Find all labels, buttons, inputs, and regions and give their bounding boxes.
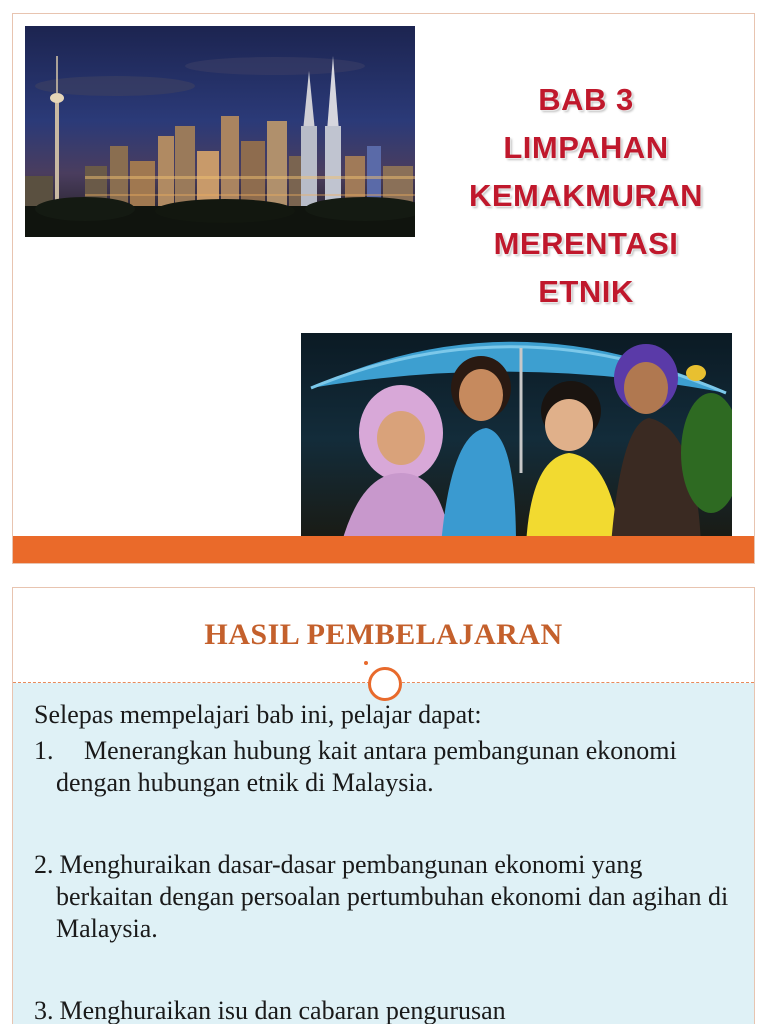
- objective-text: Menghuraikan dasar-dasar pembangunan ekonomi yang berkaitan dengan persoalan pertumbuhan ekonomi dan agihan di Malaysia.: [56, 850, 729, 943]
- chapter-title: [431, 76, 741, 316]
- objective-number: 2.: [34, 850, 54, 879]
- slide-heading: HASIL PEMBELAJARAN: [204, 618, 563, 651]
- divider-ring-icon: [368, 667, 402, 701]
- title-line: KEMAKMURAN: [468, 178, 704, 213]
- divider-dot: [364, 661, 368, 665]
- objective-number: 1.: [34, 736, 54, 765]
- accent-bar: [13, 536, 754, 563]
- objective-item: [34, 849, 734, 945]
- learning-outcomes-slide: [12, 587, 755, 1024]
- city-skyline-image: [25, 26, 415, 237]
- learning-outcomes-text: [34, 699, 734, 1024]
- title-line: ETNIK: [538, 274, 634, 309]
- objective-text: Menghuraikan isu dan cabaran pengurusan: [59, 996, 506, 1024]
- objective-item: [34, 735, 734, 799]
- objective-item: [34, 995, 734, 1024]
- intro-text: Selepas mempelajari bab ini, pelajar dapat:: [34, 700, 482, 729]
- title-line: LIMPAHAN: [503, 130, 669, 165]
- objective-number: 3.: [34, 996, 54, 1024]
- objective-text: Menerangkan hubung kait antara pembangunan ekonomi dengan hubungan etnik di Malaysia.: [56, 736, 677, 797]
- title-line: MERENTASI: [493, 226, 679, 261]
- title-line: BAB 3: [538, 82, 634, 117]
- title-slide: [12, 13, 755, 564]
- children-umbrella-image: [301, 333, 732, 545]
